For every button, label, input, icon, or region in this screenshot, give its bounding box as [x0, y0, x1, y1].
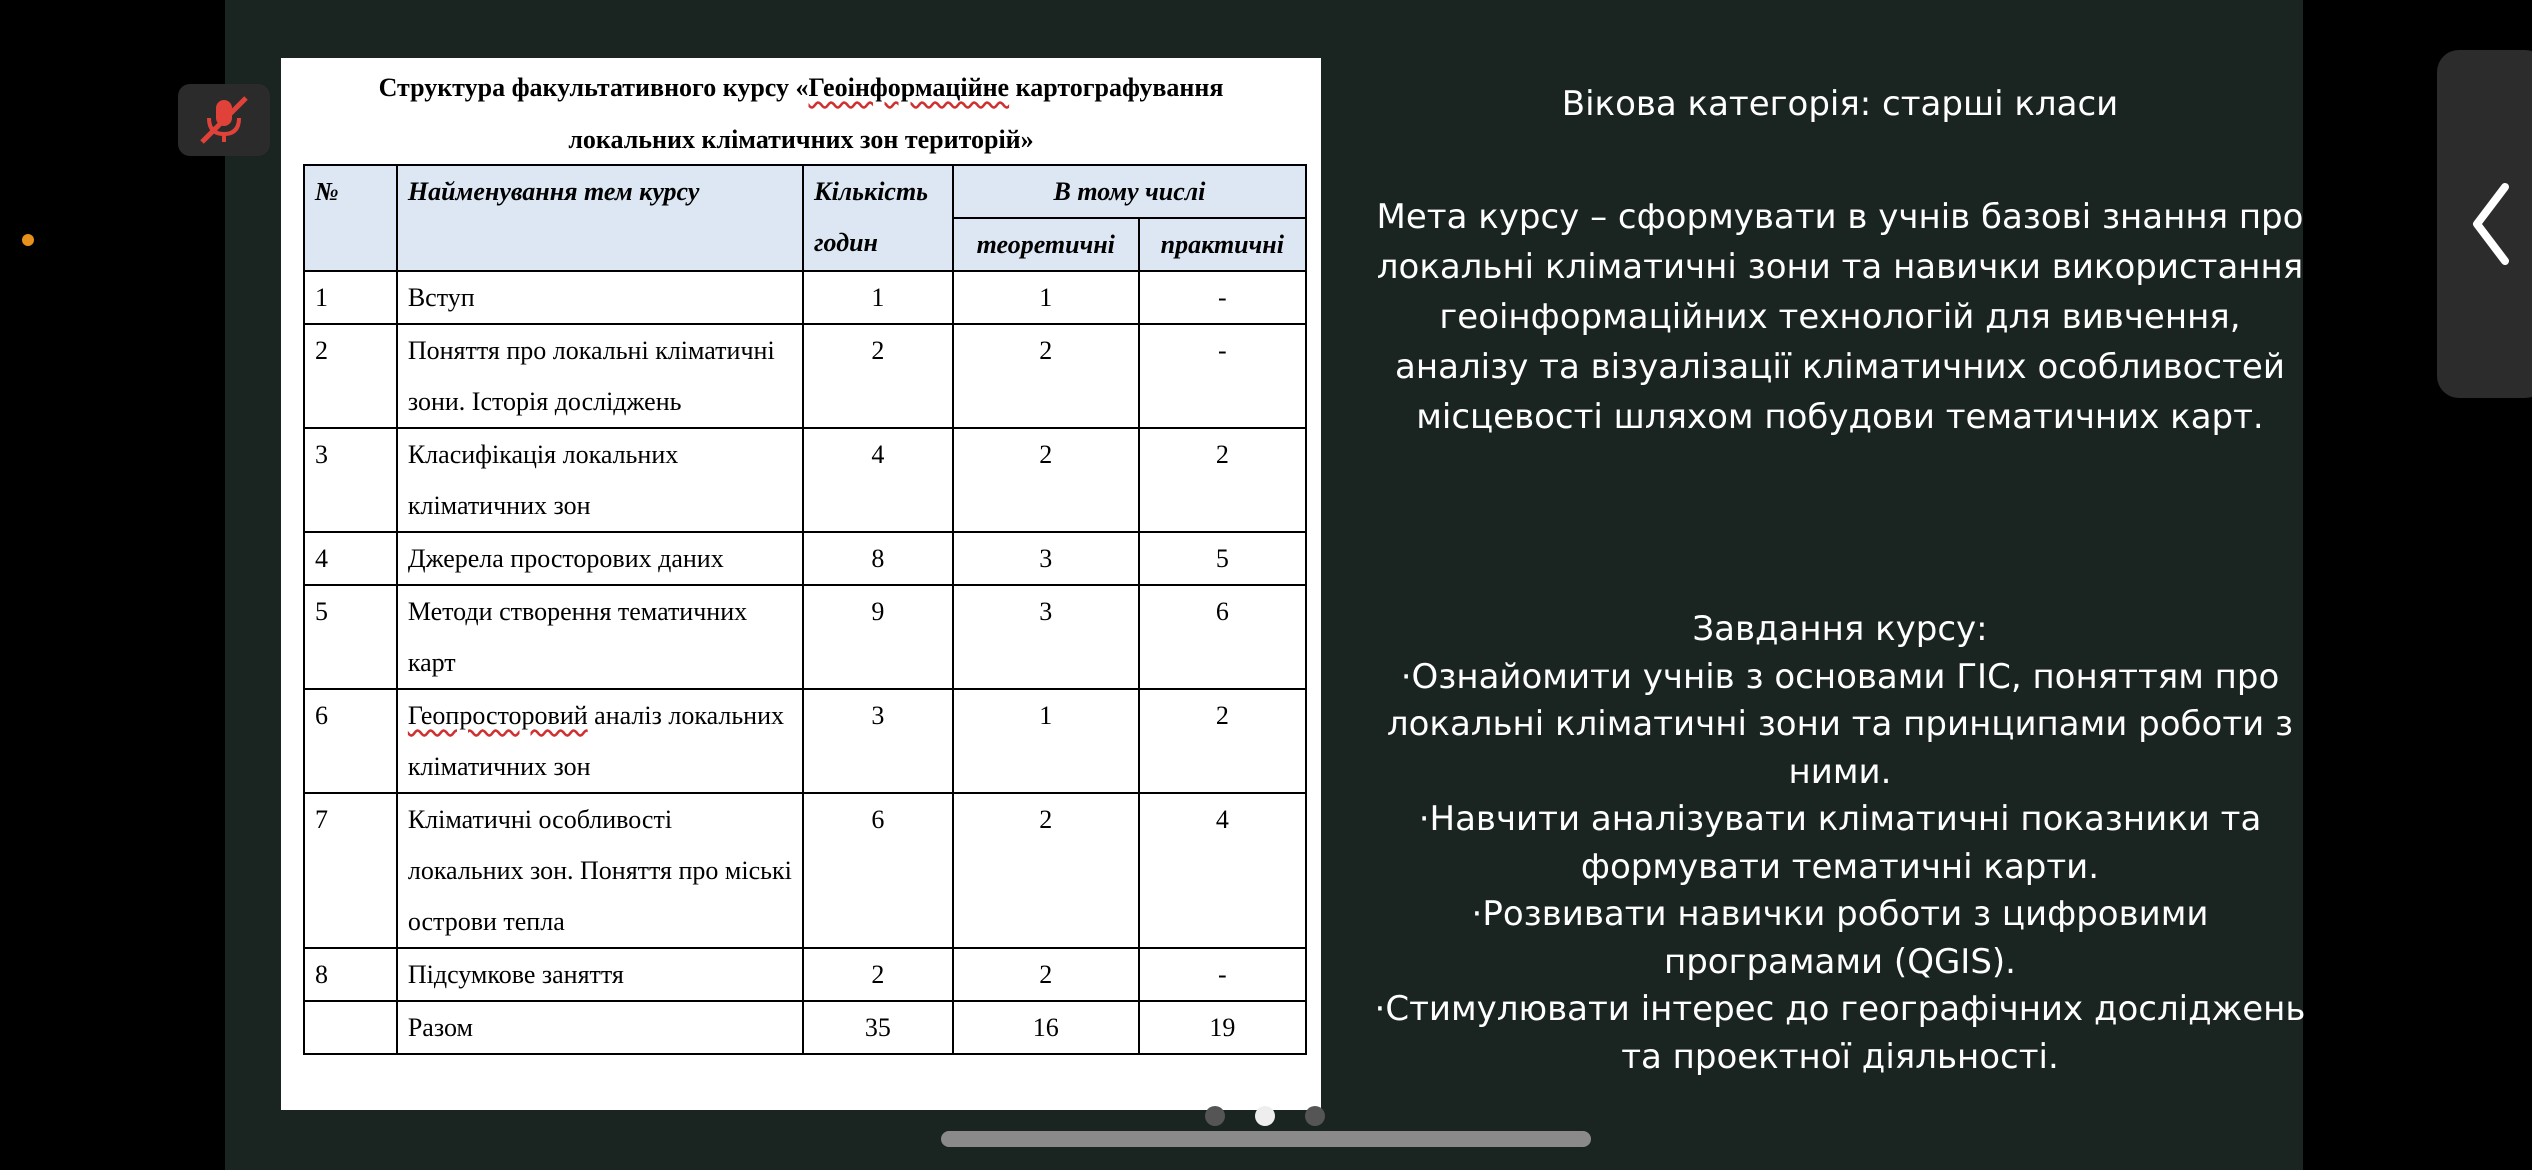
total-practice: 19	[1139, 1001, 1306, 1054]
row-num: 5	[304, 585, 397, 689]
task-item: ·Стимулювати інтерес до географічних досліджень та проектної діяльності.	[1374, 989, 2306, 1077]
row-theory: 1	[953, 689, 1139, 793]
age-category: Вікова категорія: старші класи	[1561, 84, 2119, 124]
row-name: Кліматичні особливості локальних зон. Поняття про міські острови тепла	[397, 793, 803, 948]
row-theory: 2	[953, 948, 1139, 1001]
total-hours: 35	[803, 1001, 953, 1054]
row-practice: -	[1139, 324, 1306, 428]
row-theory: 2	[953, 793, 1139, 948]
row-name: Джерела просторових даних	[397, 532, 803, 585]
row-name: Поняття про локальні кліматичні зони. Історія досліджень	[397, 324, 803, 428]
chevron-left-icon	[2467, 179, 2517, 269]
row-practice: -	[1139, 271, 1306, 324]
mic-off-icon	[196, 94, 252, 146]
row-hours: 2	[803, 324, 953, 428]
page-dot[interactable]	[1305, 1106, 1325, 1126]
title-line-2: локальних кліматичних зон територій»	[568, 125, 1034, 154]
row-hours: 3	[803, 689, 953, 793]
row-hours: 2	[803, 948, 953, 1001]
status-dot	[22, 234, 34, 246]
row-num: 2	[304, 324, 397, 428]
side-panel-toggle[interactable]	[2437, 50, 2532, 398]
col-header-hours-line1: Кількість	[813, 177, 929, 206]
row-name-rest: аналіз локальних кліматичних зон	[407, 701, 785, 781]
row-practice: 5	[1139, 532, 1306, 585]
row-name: Підсумкове заняття	[397, 948, 803, 1001]
row-num: 1	[304, 271, 397, 324]
table-row	[304, 793, 1306, 948]
col-header-hours-line2: годин	[813, 228, 878, 257]
home-indicator[interactable]	[941, 1131, 1591, 1147]
table-header-row	[304, 165, 1306, 218]
row-hours: 4	[803, 428, 953, 532]
row-name	[397, 689, 803, 793]
course-structure-document	[281, 58, 1321, 1110]
row-num: 6	[304, 689, 397, 793]
table-row	[304, 689, 1306, 793]
row-practice: 2	[1139, 428, 1306, 532]
row-hours: 9	[803, 585, 953, 689]
row-theory: 2	[953, 324, 1139, 428]
row-hours: 6	[803, 793, 953, 948]
course-tasks	[1370, 606, 2310, 1081]
tasks-title: Завдання курсу:	[1692, 609, 1988, 649]
total-label: Разом	[397, 1001, 803, 1054]
table-total-row	[304, 1001, 1306, 1054]
task-item: ·Ознайомити учнів з основами ГІС, поняттям про локальні кліматичні зони та принципами роботи з ними.	[1386, 656, 2294, 792]
row-name: Вступ	[397, 271, 803, 324]
task-item: ·Навчити аналізувати кліматичні показники та формувати тематичні карти.	[1418, 799, 2262, 887]
row-theory: 3	[953, 585, 1139, 689]
row-theory: 1	[953, 271, 1139, 324]
row-hours: 1	[803, 271, 953, 324]
row-practice: 6	[1139, 585, 1306, 689]
title-prefix: Структура факультативного курсу «	[378, 73, 809, 102]
col-header-theory: теоретичні	[953, 218, 1139, 271]
page-dot-active[interactable]	[1255, 1106, 1275, 1126]
row-num: 7	[304, 793, 397, 948]
table-row	[304, 948, 1306, 1001]
mute-button[interactable]	[178, 84, 270, 156]
course-goal: Мета курсу – сформувати в учнів базові знання про локальні кліматичні зони та навички використання геоінформаційних технологій для вивчення, аналізу та візуалізації кліматичних особливостей місцевості шляхом побудови тематичних карт.	[1376, 197, 2304, 437]
table-row	[304, 428, 1306, 532]
row-theory: 2	[953, 428, 1139, 532]
row-name: Класифікація локальних кліматичних зон	[397, 428, 803, 532]
col-header-name: Найменування тем курсу	[397, 165, 803, 271]
col-header-practice: практичні	[1139, 218, 1306, 271]
col-header-hours	[803, 165, 953, 271]
row-practice: 4	[1139, 793, 1306, 948]
row-practice: -	[1139, 948, 1306, 1001]
row-num: 3	[304, 428, 397, 532]
table-row	[304, 532, 1306, 585]
row-hours: 8	[803, 532, 953, 585]
col-header-num: №	[304, 165, 397, 271]
document-title	[281, 62, 1321, 166]
page-indicator	[1205, 1106, 1325, 1126]
title-suffix: картографування	[1009, 73, 1224, 102]
course-table	[303, 164, 1307, 1055]
page-dot[interactable]	[1205, 1106, 1225, 1126]
table-row	[304, 585, 1306, 689]
table-row	[304, 324, 1306, 428]
row-name-underlined: Геопросторовий	[407, 701, 588, 730]
total-theory: 16	[953, 1001, 1139, 1054]
title-underlined-word: Геоінформаційне	[808, 73, 1010, 102]
row-num: 4	[304, 532, 397, 585]
row-name: Методи створення тематичних карт	[397, 585, 803, 689]
row-num: 8	[304, 948, 397, 1001]
row-num	[304, 1001, 397, 1054]
col-header-including: В тому числі	[953, 165, 1306, 218]
table-row	[304, 271, 1306, 324]
task-item: ·Розвивати навички роботи з цифровими програмами (QGIS).	[1471, 894, 2209, 982]
row-practice: 2	[1139, 689, 1306, 793]
row-theory: 3	[953, 532, 1139, 585]
